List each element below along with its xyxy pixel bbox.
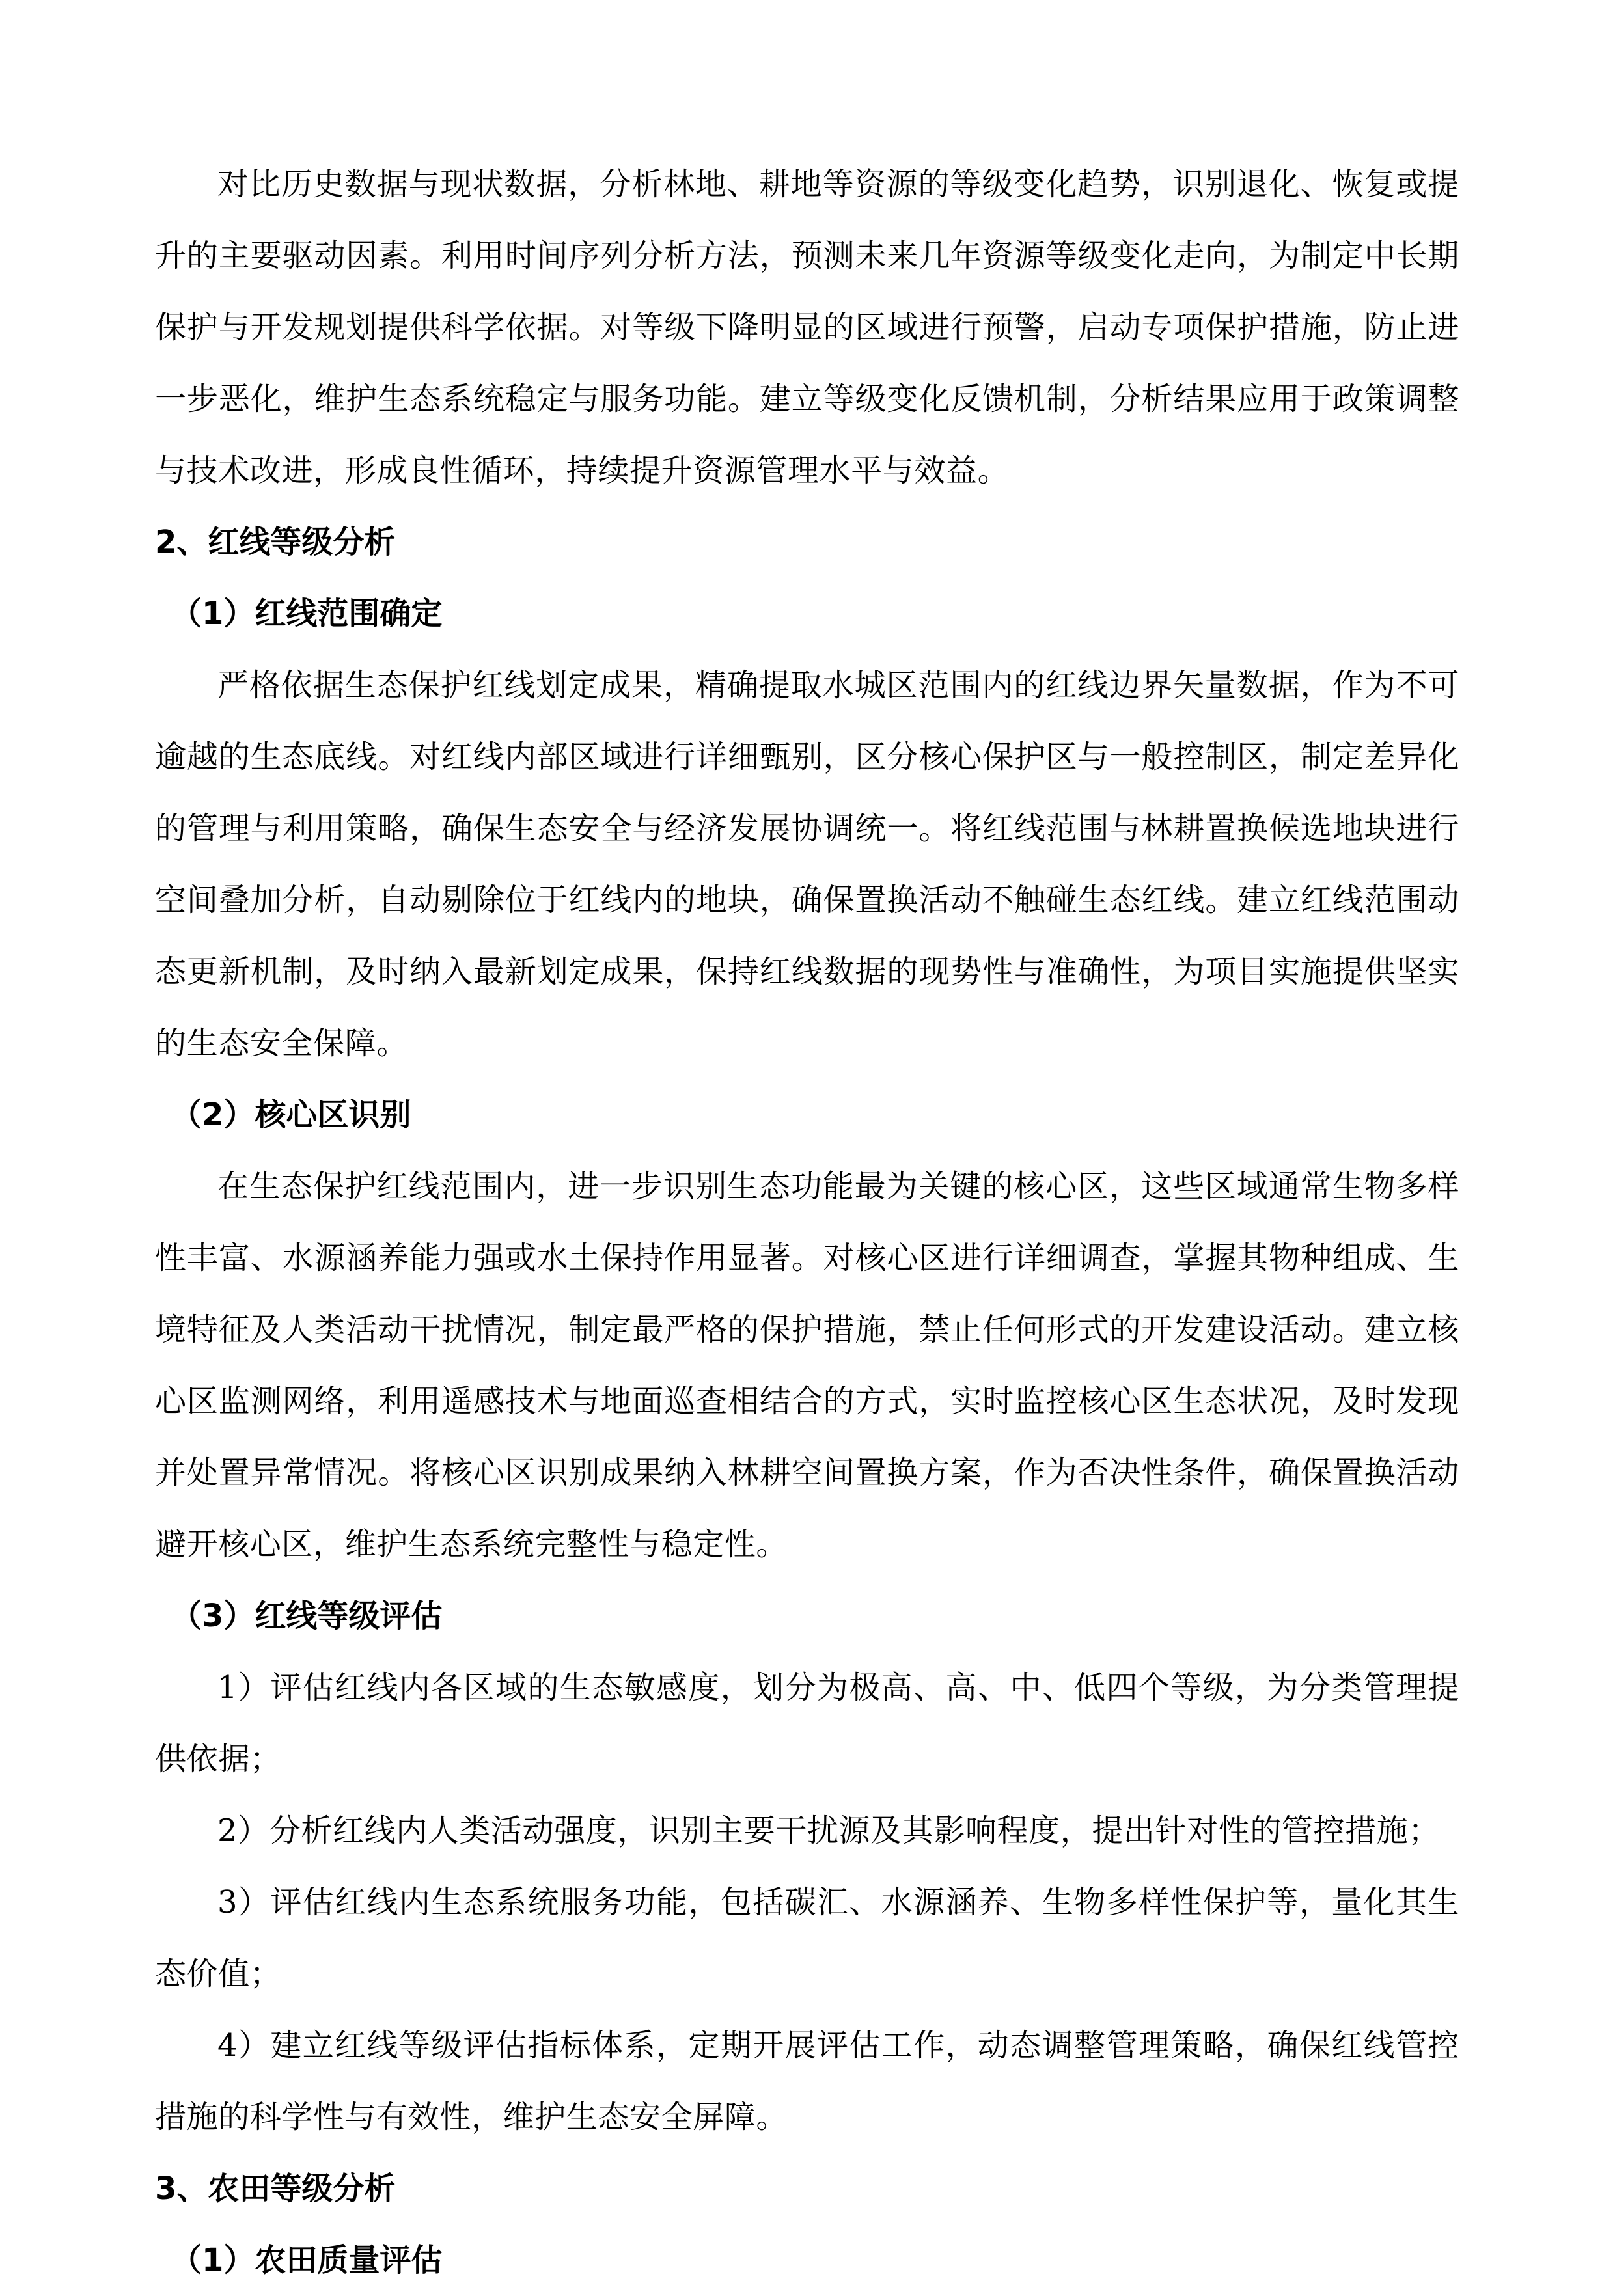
section-3-1-heading: （1）农田质量评估 — [171, 2242, 443, 2278]
section-2-2-paragraph: 在生态保护红线范围内，进一步识别生态功能最为关键的核心区，这些区域通常生物多样性丰富、水源涵养能力强或水土保持作用显著。对核心区进行详细调查，掌握其物种组成、生境特征及人类活动干扰情况，制定最严格的保护措施，禁止任何形式的开发建设活动。建立核心区监测网络，利用遥感技术与地面巡查相结合的方式，实时监控核心区生态状况，及时发现并处置异常情况。将核心区识别成果纳入林耕空间置换方案，作为否决性条件，确保置换活动避开核心区，维护生态系统完整性与稳定性。 — [155, 1168, 1459, 1563]
section-2-1-heading: （1）红线范围确定 — [171, 595, 443, 632]
section-2-3-heading: （3）红线等级评估 — [171, 1598, 443, 1634]
section-2-3-item-3: 3）评估红线内生态系统服务功能，包括碳汇、水源涵养、生物多样性保护等，量化其生态价值； — [155, 1884, 1459, 1992]
document-body — [155, 148, 1459, 2296]
section-2-3-item-1: 1）评估红线内各区域的生态敏感度，划分为极高、高、中、低四个等级，为分类管理提供依据； — [155, 1669, 1459, 1777]
section-2-2-heading: （2）核心区识别 — [171, 1097, 411, 1133]
section-2-1-paragraph: 严格依据生态保护红线划定成果，精确提取水城区范围内的红线边界矢量数据，作为不可逾越的生态底线。对红线内部区域进行详细甄别，区分核心保护区与一般控制区，制定差异化的管理与利用策略，确保生态安全与经济发展协调统一。将红线范围与林耕置换候选地块进行空间叠加分析，自动剔除位于红线内的地块，确保置换活动不触碰生态红线。建立红线范围动态更新机制，及时纳入最新划定成果，保持红线数据的现势性与准确性，为项目实施提供坚实的生态安全保障。 — [155, 667, 1459, 1061]
section-2-heading: 2、红线等级分析 — [155, 524, 396, 560]
section-2-3-item-2: 2）分析红线内人类活动强度，识别主要干扰源及其影响程度，提出针对性的管控措施； — [217, 1812, 1440, 1849]
intro-paragraph: 对比历史数据与现状数据，分析林地、耕地等资源的等级变化趋势，识别退化、恢复或提升的主要驱动因素。利用时间序列分析方法，预测未来几年资源等级变化走向，为制定中长期保护与开发规划提供科学依据。对等级下降明显的区域进行预警，启动专项保护措施，防止进一步恶化，维护生态系统稳定与服务功能。建立等级变化反馈机制，分析结果应用于政策调整与技术改进，形成良性循环，持续提升资源管理水平与效益。 — [155, 166, 1459, 489]
section-3-heading: 3、农田等级分析 — [155, 2170, 396, 2207]
section-2-3-item-4: 4）建立红线等级评估指标体系，定期开展评估工作，动态调整管理策略，确保红线管控措施的科学性与有效性，维护生态安全屏障。 — [155, 2027, 1459, 2135]
